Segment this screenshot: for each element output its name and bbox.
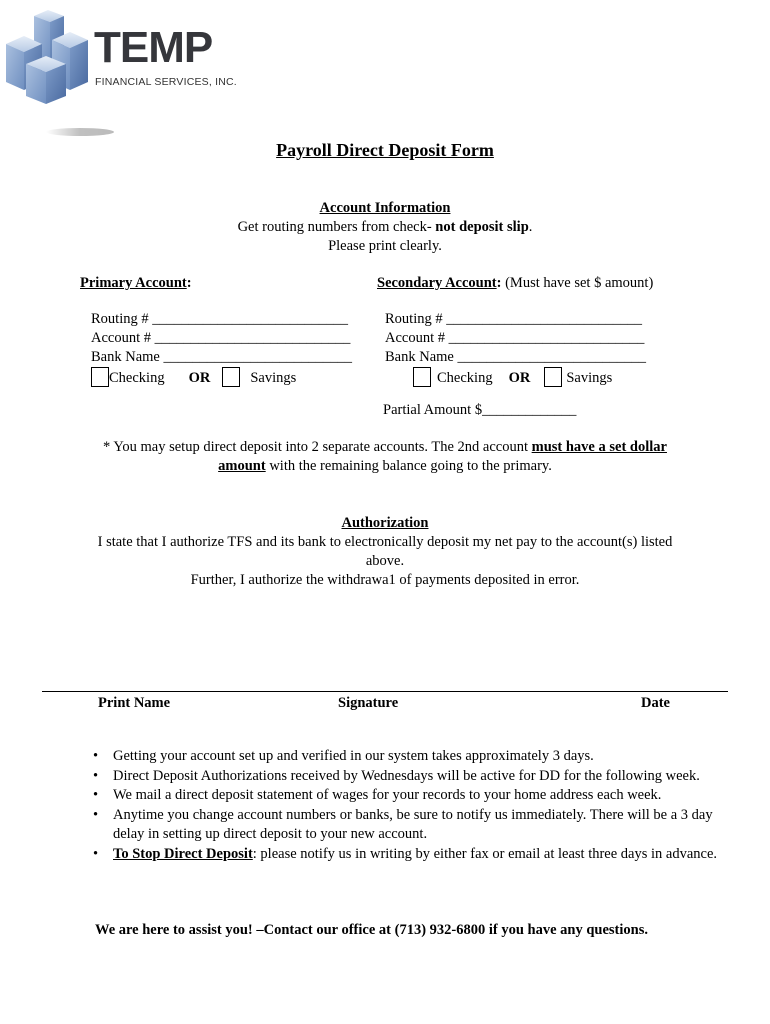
account-info-block [0,199,770,256]
note-text: * You may setup direct deposit into 2 separate accounts. The 2nd account [103,439,532,455]
bullet-marker: • [93,748,99,764]
list-item [93,747,733,767]
logo-shadow-decoration [46,128,114,136]
note-emphasis: must have a set dollar [531,439,667,455]
secondary-account-heading [377,274,653,293]
secondary-savings-checkbox[interactable] [544,367,562,387]
instruction-period: . [528,219,533,235]
account-info-instruction [0,218,770,237]
separate-accounts-note [30,438,740,476]
list-item [93,845,733,865]
instruction-emphasis: not deposit slip [435,219,529,235]
bullet-text: Anytime you change account numbers or banks, be sure to notify us immediately. There will be a 3 day delay in setting up direct deposit to your new account. [113,806,713,842]
primary-savings-label: Savings [250,370,297,386]
primary-account-heading [80,274,192,293]
secondary-checking-label: Checking [437,370,493,386]
note-emphasis-amount: amount [218,458,266,474]
company-logo-name: TEMP [94,23,213,72]
list-item [93,786,733,806]
date-label: Date [641,695,670,711]
primary-checking-label: Checking [109,370,165,386]
contact-message: We are here to assist you! –Contact our office at (713) 932-6800 if you have any questions. [95,922,648,938]
form-title: Payroll Direct Deposit Form [276,140,494,160]
bullet-text: We mail a direct deposit statement of wages for your records to your home address each week. [113,787,662,803]
primary-savings-checkbox[interactable] [222,367,240,387]
authorization-block [0,514,770,590]
authorization-heading: Authorization [341,515,429,531]
primary-checking-checkbox[interactable] [91,367,109,387]
primary-routing-field[interactable]: Routing # ___________________________ [91,311,348,327]
secondary-account-note: (Must have set $ amount) [501,275,654,291]
primary-account-type [91,367,296,388]
info-bullet-list [93,747,733,864]
secondary-savings-label: Savings [566,370,613,386]
authorization-statement: I state that I authorize TFS and its bank to electronically deposit my net pay to the account(s) listed [97,534,673,550]
primary-account-colon: : [186,275,192,291]
authorization-withdrawal: Further, I authorize the withdrawa1 of payments deposited in error. [190,572,580,588]
company-logo-subtitle: FINANCIAL SERVICES, INC. [95,76,237,88]
primary-bank-name-field[interactable]: Bank Name __________________________ [91,349,352,365]
bullet-marker: • [93,806,99,823]
list-item [93,767,733,787]
primary-account-label: Primary Account [80,275,187,291]
bullet-marker: • [93,767,99,784]
secondary-account-label: Secondary Account [377,275,497,291]
note-text-end: with the remaining balance going to the primary. [265,458,552,474]
bullet-text: Getting your account set up and verified in our system takes approximately 3 days. [113,748,594,764]
secondary-account-colon: : [496,275,502,291]
primary-or-label: OR [188,370,211,386]
secondary-routing-field[interactable]: Routing # ___________________________ [385,311,642,327]
secondary-bank-name-field[interactable]: Bank Name __________________________ [385,349,646,365]
secondary-account-field[interactable]: Account # ___________________________ [385,330,645,346]
signature-label: Signature [338,695,399,711]
secondary-account-type [413,367,612,388]
bullet-text: Direct Deposit Authorizations received by Wednesdays will be active for DD for the following week. [113,767,700,784]
account-info-heading: Account Information [319,200,451,216]
secondary-or-label: OR [508,370,531,386]
stop-deposit-text: : please notify us in writing by either fax or email at least three days in advance. [252,845,718,862]
instruction-text: Get routing numbers from check- [237,219,436,235]
print-clearly-note: Please print clearly. [328,238,442,254]
authorization-statement-cont: above. [365,553,405,569]
bullet-marker: • [93,787,99,803]
stop-deposit-label: To Stop Direct Deposit [113,845,253,862]
partial-amount-field[interactable]: Partial Amount $_____________ [383,402,577,418]
print-name-label: Print Name [98,695,171,711]
primary-account-field[interactable]: Account # ___________________________ [91,330,351,346]
signature-line[interactable] [42,691,728,692]
secondary-checking-checkbox[interactable] [413,367,431,387]
bullet-marker: • [93,845,99,862]
list-item [93,806,733,845]
company-logo-cubes [4,10,94,106]
